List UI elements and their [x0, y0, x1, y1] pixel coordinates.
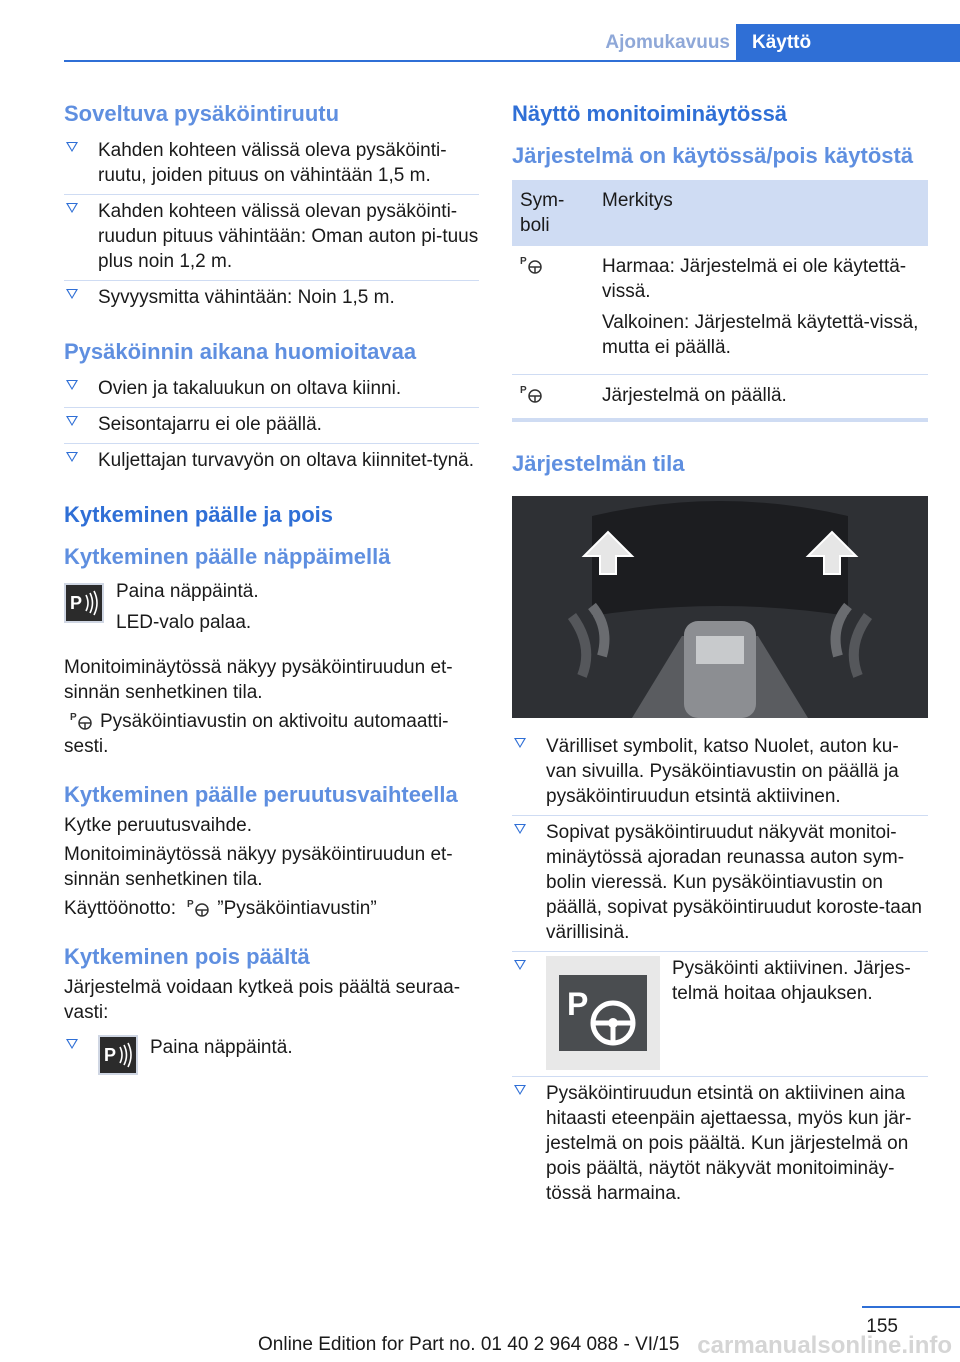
footer-divider — [862, 1306, 960, 1308]
parking-button-icon — [98, 1035, 138, 1075]
left-column — [64, 100, 479, 1081]
parking-steering-icon — [70, 710, 94, 730]
svg-text:P: P — [104, 1045, 117, 1065]
led-text: LED-valo palaa. — [116, 612, 252, 633]
list-item: Kuljettajan turvavyön on oltava kiinnitet-tynä. — [64, 444, 479, 479]
table-row: P Harmaa: Järjestelmä ei ole käytettä-vissä. Valkoinen: Järjestelmä käytettä-vissä, mutta ei päällä. — [512, 246, 928, 375]
header-divider — [64, 60, 960, 62]
list-item: Ovien ja takaluukun on oltava kiinni. — [64, 372, 479, 408]
heading-onoff: Kytkeminen päälle ja pois — [64, 502, 333, 527]
symbol-table — [512, 180, 928, 422]
heading-notes: Pysäköinnin aikana huomioitavaa — [64, 339, 417, 364]
list-item: Kahden kohteen välissä olevan pysäköinti-ruudun pituus vähintään: Oman auton pi-tuus plus noin 1,2 m. — [64, 195, 479, 281]
heading-display: Näyttö monitoiminäytössä — [512, 101, 788, 126]
list-item: P Pysäköinti aktiivinen. Järjes-telmä hoitaa ohjauksen. — [512, 952, 928, 1077]
parking-steering-icon — [187, 897, 211, 917]
watermark: carmanualsonline.info — [697, 1332, 952, 1359]
parking-steering-icon — [520, 254, 544, 274]
svg-text:P: P — [520, 385, 527, 396]
engage-reverse-text: Kytke peruutusvaihde. — [64, 815, 253, 836]
monitor-text-1: Monitoiminäytössä näkyy pysäköintiruudun et-sinnän senhetkinen tila. — [64, 657, 453, 703]
table-row: P Järjestelmä on päällä. — [512, 375, 928, 421]
monitor-text-2: Monitoiminäytössä näkyy pysäköintiruudun et-sinnän senhetkinen tila. — [64, 844, 453, 890]
display-photo — [512, 496, 928, 718]
svg-text:P: P — [70, 712, 77, 723]
heading-button: Kytkeminen päälle näppäimellä — [64, 544, 391, 569]
space-list — [64, 134, 479, 316]
svg-text:P: P — [70, 593, 83, 613]
notes-list — [64, 372, 479, 479]
svg-text:P: P — [187, 899, 194, 910]
off-text: Järjestelmä voidaan kytkeä pois päältä seuraa-vasti: — [64, 977, 461, 1023]
heading-off: Kytkeminen pois päältä — [64, 944, 310, 969]
activation-paragraph: Käyttöönotto: P ”Pysäköintiavustin” — [64, 898, 377, 919]
heading-reverse: Kytkeminen päälle peruutusvaihteella — [64, 782, 458, 807]
list-item: Syvyysmitta vähintään: Noin 1,5 m. — [64, 281, 479, 316]
heading-onoff-state: Järjestelmä on käytössä/pois käytöstä — [512, 143, 914, 168]
edition-text: Online Edition for Part no. 01 40 2 964 088 - VI/15 — [258, 1334, 680, 1355]
header-tab: Käyttö — [736, 24, 960, 60]
svg-text:P: P — [567, 986, 589, 1022]
col-meaning: Merkitys — [594, 180, 928, 246]
press-button-text: Paina näppäintä. — [116, 581, 259, 602]
parking-active-icon — [520, 383, 544, 403]
col-symbol: Sym-boli — [512, 180, 594, 246]
list-item: Värilliset symbolit, katso Nuolet, auton ku-van sivuilla. Pysäköintiavustin on päällä ja pysäköintiruudun etsintä aktiivinen. — [512, 730, 928, 816]
list-item: Pysäköintiruudun etsintä on aktiivinen aina hitaasti eteenpäin ajettaessa, myös kun jär-jestelmä on pois päältä. Kun järjestelmä on pois päältä, näytöt näkyvät monitoiminäy-tössä harmaina. — [512, 1077, 928, 1212]
off-list — [64, 1031, 479, 1081]
list-item: Seisontajarru ei ole päällä. — [64, 408, 479, 444]
auto-active-paragraph: P Pysäköintiavustin on aktivoitu automaatti-sesti. — [64, 711, 449, 757]
right-column — [512, 100, 928, 1212]
heading-suitable-space: Soveltuva pysäköintiruutu — [64, 101, 340, 126]
list-item: Kahden kohteen välissä oleva pysäköinti-ruutu, joiden pituus on vähintään 1,5 m. — [64, 134, 479, 195]
parking-active-icon — [546, 956, 660, 1070]
list-item: Sopivat pysäköintiruudut näkyvät monitoi-minäytössä ajoradan reunassa auton sym-bolin vieressä. Kun pysäköintiavustin on päällä, sopivat pysäköintiruudut koroste-taan värillisinä. — [512, 816, 928, 952]
page-number: 155 — [866, 1316, 898, 1337]
header-section: Ajomukavuus — [605, 32, 730, 53]
parking-button-icon — [64, 583, 104, 623]
state-list — [512, 730, 928, 1212]
heading-state: Järjestelmän tila — [512, 451, 685, 476]
list-item: P Paina näppäintä. — [64, 1031, 479, 1081]
button-instruction — [64, 579, 479, 641]
svg-text:P: P — [520, 256, 527, 267]
page-header — [64, 24, 960, 62]
